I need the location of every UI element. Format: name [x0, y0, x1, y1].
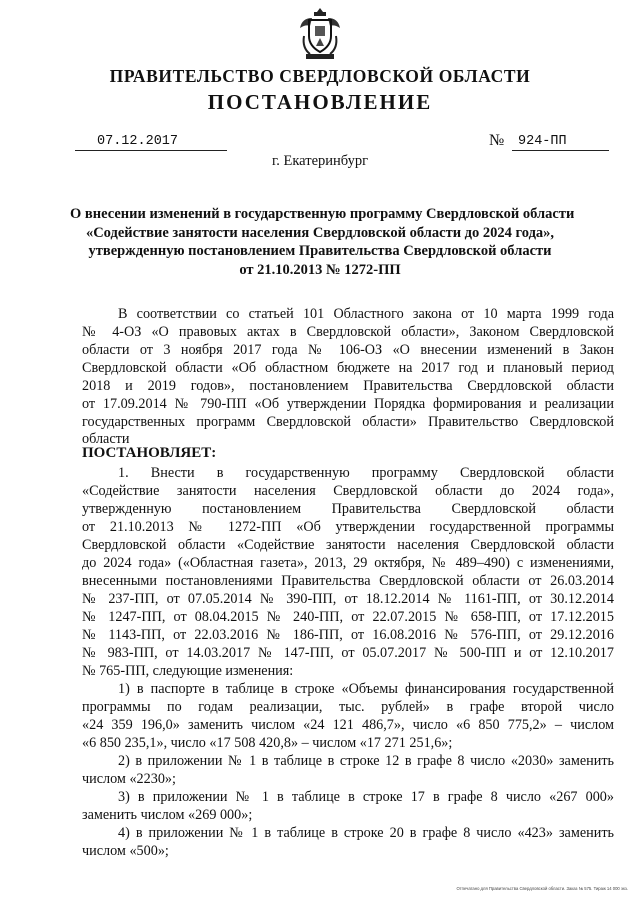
subject-line: утвержденную постановлением Правительства Свердловской области	[88, 243, 552, 259]
item-line: № 1143-ПП, от 22.03.2016 № 186-ПП, от 16.08.2016 № 576-ПП, от 29.12.2016	[82, 627, 614, 643]
preamble-line: от 17.09.2014 № 790-ПП «Об утверждении Порядка формирования и реализации	[82, 396, 614, 412]
item-line: № 1247-ПП, от 08.04.2015 № 240-ПП, от 22.07.2015 № 658-ПП, от 17.12.2015	[82, 609, 614, 625]
preamble-line: области	[82, 431, 130, 447]
resolves-heading: ПОСТАНОВЛЯЕТ:	[82, 445, 217, 461]
print-imprint: Отпечатано для Правительства Свердловской области. Заказ № 575. Тираж 14 000 экз.	[456, 886, 628, 891]
subitem-line: числом «500»;	[82, 843, 169, 859]
preamble-line: Свердловской области «Об областном бюджете на 2017 год и плановый период	[82, 360, 614, 376]
item-line: 1. Внести в государственную программу Свердловской области	[118, 465, 614, 481]
preamble-line: № 4-ОЗ «О правовых актах в Свердловской области», Законом Свердловской	[82, 324, 614, 340]
subject-line: от 21.10.2013 № 1272-ПП	[239, 261, 401, 278]
subitem-line: 1) в паспорте в таблице в строке «Объемы финансирования государственной	[118, 681, 614, 697]
subitem-line: «24 359 196,0» заменить числом «24 121 486,7», число «6 850 775,2» – числом	[82, 717, 614, 733]
item-line: № 237-ПП, от 07.05.2014 № 390-ПП, от 18.12.2014 № 1161-ПП, от 30.12.2014	[82, 591, 614, 607]
subitem-line: 3) в приложении № 1 в таблице в строке 17 в графе 8 число «267 000»	[118, 789, 614, 805]
subitem-line: «6 850 235,1», число «17 508 420,8» – числом «17 271 251,6»;	[82, 735, 453, 751]
subject-line: «Содействие занятости населения Свердловской области до 2024 года»,	[85, 224, 555, 241]
item-line: утвержденную постановлением Правительства Свердловской области	[82, 501, 614, 517]
item-line: от 21.10.2013 № 1272-ПП «Об утверждении государственной программы	[82, 519, 614, 535]
item-line: № 983-ПП, от 14.03.2017 № 147-ПП, от 05.07.2017 № 500-ПП и от 12.10.2017	[82, 645, 614, 661]
number-label: №	[489, 132, 505, 149]
city-line: г. Екатеринбург	[271, 153, 369, 169]
subitem-line: 2) в приложении № 1 в таблице в строке 12 в графе 8 число «2030» заменить	[118, 753, 614, 769]
document-type: ПОСТАНОВЛЕНИЕ	[207, 90, 433, 114]
item-line: Свердловской области «Содействие занятости населения Свердловской области	[82, 537, 614, 553]
subitem-line: 4) в приложении № 1 в таблице в строке 20 в графе 8 число «423» заменить	[118, 825, 614, 841]
subject-line: О внесении изменений в государственную программу Свердловской области	[70, 206, 575, 222]
preamble-line: области от 3 ноября 2017 года № 106-ОЗ «О внесении изменений в Закон	[82, 342, 614, 358]
item-line: внесенными постановлениями Правительства Свердловской области от 26.03.2014	[82, 573, 614, 589]
preamble-line: 2018 и 2019 годов», постановлением Правительства Свердловской области	[82, 378, 614, 394]
coat-of-arms-icon	[298, 6, 342, 62]
subitem-line: числом «2230»;	[82, 771, 176, 787]
document-subject	[70, 205, 575, 279]
item-line: «Содействие занятости населения Свердловской области до 2024 года»,	[82, 483, 614, 499]
subitem-line: заменить числом «269 000»;	[82, 807, 253, 823]
government-title: ПРАВИТЕЛЬСТВО СВЕРДЛОВСКОЙ ОБЛАСТИ	[109, 66, 531, 86]
item-line: № 765-ПП, следующие изменения:	[82, 663, 294, 679]
preamble-line: В соответствии со статьей 101 Областного закона от 10 марта 1999 года	[118, 306, 614, 322]
document-date: 07.12.2017	[75, 134, 227, 151]
subitem-line: программы по годам реализации, тыс. рублей» в графе второй число	[82, 699, 614, 715]
document-number: 924-ПП	[512, 134, 609, 151]
item-line: до 2024 года» («Областная газета», 2013, 29 октября, № 489–490) с изменениями,	[82, 555, 614, 571]
preamble-line: государственных программ Свердловской области» Правительство Свердловской	[82, 414, 614, 430]
